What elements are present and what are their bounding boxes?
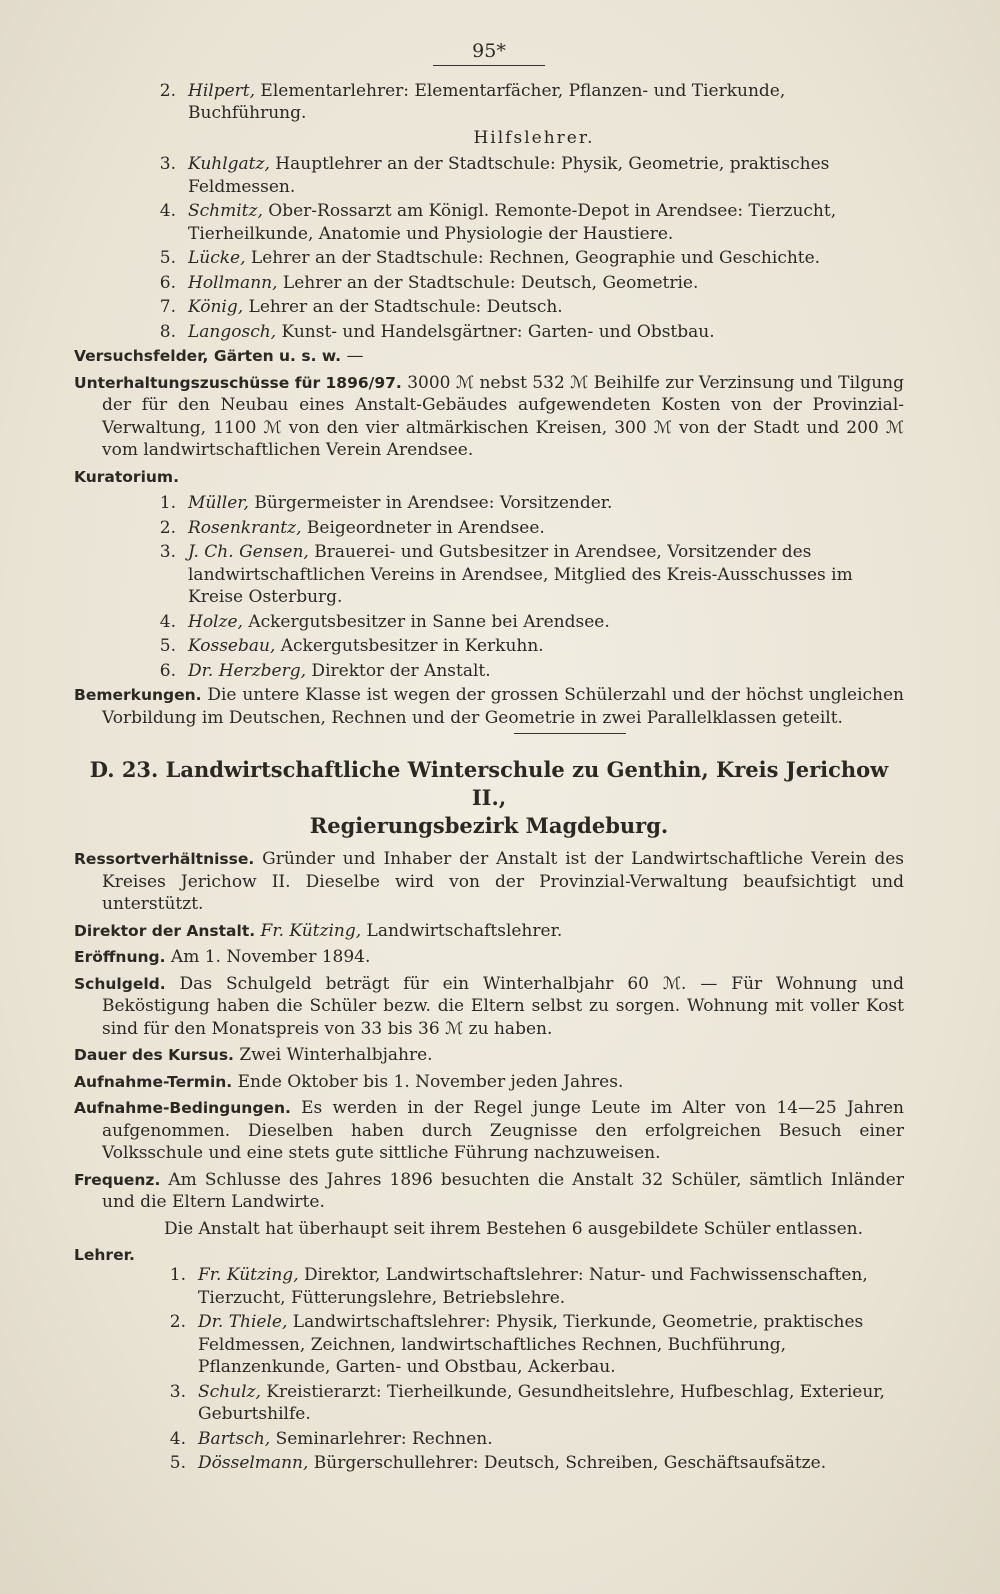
list-item: 3. J. Ch. Gensen, Brauerei- und Gutsbesitzer in Arendsee, Vorsitzender des landwirtschaftlichen Vereins in Arendsee, Mitglied des Kreis-Ausschusses im Kreise Osterburg. xyxy=(159,542,853,607)
bemerkungen-paragraph: Bemerkungen. Die untere Klasse ist wegen der grossen Schülerzahl und der höchst ungleichen Vorbildung im Deutschen, Rechnen und der Geometrie in zwei Parallelklassen geteilt. xyxy=(74,685,904,728)
list-item: 7. König, Lehrer an der Stadtschule: Deutsch. xyxy=(159,297,563,317)
schulgeld-paragraph: Schulgeld. Das Schulgeld beträgt für ein Winterhalbjahr 60 ℳ. — Für Wohnung und Beköstigung haben die Schüler bezw. die Eltern selbst zu sorgen. Wohnung mit voller Kost sind für den Monatspreis von 33 bis 36 ℳ zu haben. xyxy=(74,973,904,1039)
frequenz-paragraph-2: Die Anstalt hat überhaupt seit ihrem Bestehen 6 ausgebildete Schüler entlassen. xyxy=(164,1218,864,1239)
teacher-list-top xyxy=(74,80,904,344)
versuchsfelder-paragraph: Versuchsfelder, Gärten u. s. w. — xyxy=(74,346,364,366)
list-item: 5. Dösselmann, Bürgerschullehrer: Deutsch, Schreiben, Geschäftsaufsätze. xyxy=(169,1453,827,1473)
direktor-paragraph: Direktor der Anstalt. Fr. Kützing, Landwirtschaftslehrer. xyxy=(74,920,563,941)
list-item: 3. Kuhlgatz, Hauptlehrer an der Stadtschule: Physik, Geometrie, praktisches Feldmessen. xyxy=(159,154,830,197)
kuratorium-heading: Kuratorium. xyxy=(74,467,179,486)
lehrer-section xyxy=(74,1244,904,1477)
list-item: 4. Holze, Ackergutsbesitzer in Sanne bei Arendsee. xyxy=(159,611,610,632)
list-item: 6. Dr. Herzberg, Direktor der Anstalt. xyxy=(159,660,491,681)
lehrer-heading: Lehrer. xyxy=(74,1246,135,1264)
list-item: 6. Hollmann, Lehrer an der Stadtschule: Deutsch, Geometrie. xyxy=(159,272,699,293)
bedingungen-paragraph: Aufnahme-Bedingungen. Es werden in der Regel junge Leute im Alter von 14—25 Jahren aufgenommen. Dieselben haben durch Zeugnisse den erfolgreichen Besuch einer Volksschule und eine stets gute sittliche Führung nachzuweisen. xyxy=(74,1098,904,1163)
kuratorium-list xyxy=(74,492,904,682)
list-item: 4. Schmitz, Ober-Rossarzt am Königl. Remonte-Depot in Arendsee: Tierzucht, Tierheilkunde, Anatomie und Physiologie der Haustiere. xyxy=(159,201,837,244)
dauer-paragraph: Dauer des Kursus. Zwei Winterhalbjahre. xyxy=(74,1045,433,1065)
page-number-rule xyxy=(433,65,545,66)
frequenz-paragraph: Frequenz. Am Schlusse des Jahres 1896 besuchten die Anstalt 32 Schüler, sämtlich Inländer und die Eltern Landwirte. xyxy=(74,1169,904,1212)
list-item: 1. Fr. Kützing, Direktor, Landwirtschaftslehrer: Natur- und Fachwissenschaften, Tierzucht, Fütterungslehre, Betriebslehre. xyxy=(169,1265,868,1308)
list-item: 2. Dr. Thiele, Landwirtschaftslehrer: Physik, Tierkunde, Geometrie, praktisches Feldmessen, Zeichnen, landwirtschaftliches Rechnen, Buchführung, Pflanzenkunde, Garten- und Obstbau, Ackerbau. xyxy=(169,1312,864,1377)
list-item: 5. Kossebau, Ackergutsbesitzer in Kerkuhn. xyxy=(159,636,544,656)
page-number: 95* xyxy=(472,40,506,62)
ressort-paragraph: Ressortverhältnisse. Gründer und Inhaber der Anstalt ist der Landwirtschaftliche Verein des Kreises Jerichow II. Dieselbe wird von der Provinzial-Verwaltung beaufsichtigt und unterstützt. xyxy=(74,849,904,914)
section-title: D. 23. Landwirtschaftliche Winterschule zu Genthin, Kreis Jerichow II., Regierungsbezirk Magdeburg. xyxy=(89,757,889,838)
section-divider xyxy=(514,733,626,734)
list-item: 3. Schulz, Kreistierarzt: Tierheilkunde, Gesundheitslehre, Hufbeschlag, Exterieur, Geburtshilfe. xyxy=(169,1381,885,1424)
list-item: 8. Langosch, Kunst- und Handelsgärtner: Garten- und Obstbau. xyxy=(159,321,715,342)
termin-paragraph: Aufnahme-Termin. Ende Oktober bis 1. November jeden Jahres. xyxy=(74,1071,624,1092)
list-item: 5. Lücke, Lehrer an der Stadtschule: Rechnen, Geographie und Geschichte. xyxy=(159,248,821,268)
lehrer-list xyxy=(164,1244,904,1477)
page-content xyxy=(74,40,904,1477)
hilfslehrer-heading: Hilfslehrer. xyxy=(473,127,595,148)
unterhaltung-paragraph: Unterhaltungszuschüsse für 1896/97. 3000 ℳ nebst 532 ℳ Beihilfe zur Verzinsung und Tilgung der für den Neubau eines Anstalt-Gebäudes aufgewendeten Kosten von der Provinzial-Verwaltung, 1100 ℳ von den vier altmärkischen Kreisen, 300 ℳ von der Stadt und 200 ℳ vom landwirtschaftlichen Verein Arendsee. xyxy=(74,372,904,460)
list-item: 2. Rosenkrantz, Beigeordneter in Arendsee. xyxy=(159,517,545,538)
list-item: 1. Müller, Bürgermeister in Arendsee: Vorsitzender. xyxy=(159,493,613,513)
list-item: 2. Hilpert, Elementarlehrer: Elementarfächer, Pflanzen- und Tierkunde, Buchführung. xyxy=(159,80,786,123)
list-item: 4. Bartsch, Seminarlehrer: Rechnen. xyxy=(169,1428,493,1449)
eroeffnung-paragraph: Eröffnung. Am 1. November 1894. xyxy=(74,947,371,967)
